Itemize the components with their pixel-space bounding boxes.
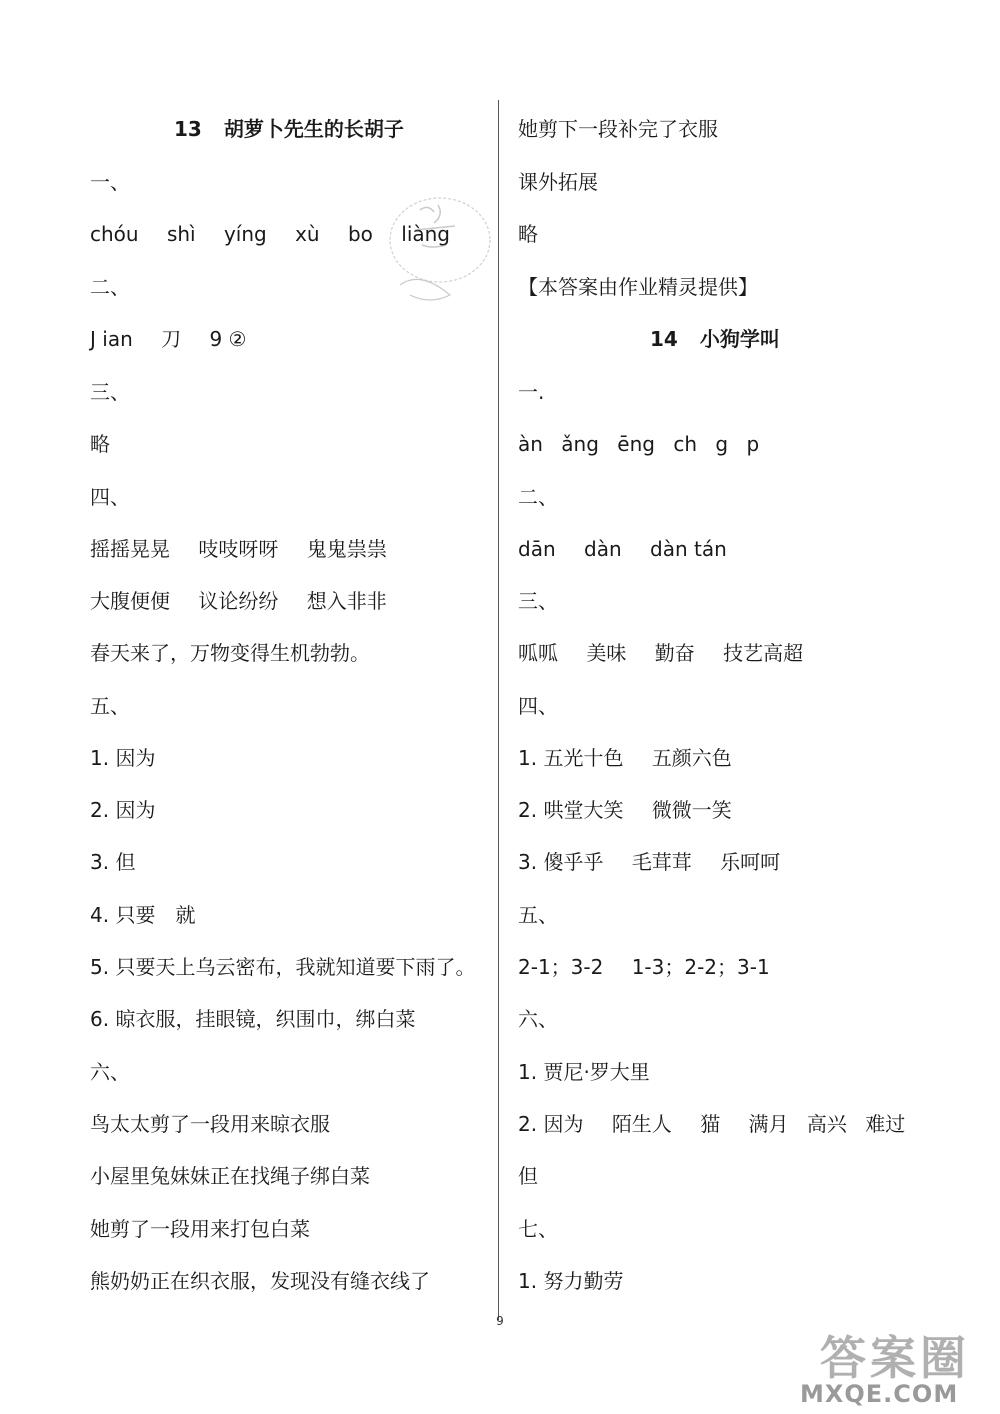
watermark-logo: 答案圈 <box>820 1331 970 1385</box>
faint-stamp-graphic <box>360 185 495 325</box>
word: 高兴 <box>806 1112 847 1136</box>
section-5-item-2: 2. 因为 <box>90 798 156 822</box>
lesson-14-title <box>650 327 780 351</box>
pinyin-item: ēng <box>617 432 655 456</box>
lesson-title-text: 小狗学叫 <box>699 327 780 351</box>
r-section-5-answer <box>518 955 770 979</box>
word: 1. 五光十色 <box>518 746 624 770</box>
r-section-1-answer <box>518 432 759 456</box>
word: 2. 因为 <box>518 1112 584 1136</box>
pinyin-item: shì <box>166 222 196 246</box>
section-5-item-1: 1. 因为 <box>90 746 156 770</box>
word: 难过 <box>865 1112 906 1136</box>
lesson-number: 13 <box>174 117 202 141</box>
section-5-item-6: 6. 晾衣服，挂眼镜，织围巾，绑白菜 <box>90 1007 416 1031</box>
pinyin-item: dàn tán <box>650 537 727 561</box>
answer-item: 9 ② <box>209 327 247 351</box>
word: 五颜六色 <box>651 746 732 770</box>
page-number: 9 <box>496 1314 504 1328</box>
watermark <box>790 1320 995 1410</box>
section-1-heading: 一、 <box>90 170 130 194</box>
pinyin-item: ǎng <box>561 432 599 456</box>
word: 毛茸茸 <box>631 850 692 874</box>
example-sentence: 春天来了，万物变得生机勃勃。 <box>90 641 370 665</box>
section-6-line-3: 她剪了一段用来打包白菜 <box>90 1217 310 1241</box>
word: 2. 哄堂大笑 <box>518 798 624 822</box>
r-section-3-answer <box>518 641 803 665</box>
r-section-7-item-1: 1. 努力勤劳 <box>518 1269 624 1293</box>
r-section-2-heading: 二、 <box>518 485 558 509</box>
section-6-line-2: 小屋里兔妹妹正在找绳子绑白菜 <box>90 1164 370 1188</box>
word: 技艺高超 <box>723 641 804 665</box>
pinyin-item: liàng <box>401 222 451 246</box>
pinyin-item: p <box>746 432 760 456</box>
extension-label: 课外拓展 <box>518 170 598 194</box>
section-6-heading: 六、 <box>90 1060 130 1084</box>
r-section-1-heading: 一. <box>518 380 545 404</box>
pinyin-item: dàn <box>584 537 622 561</box>
section-3-heading: 三、 <box>90 380 130 404</box>
idiom: 吱吱呀呀 <box>198 537 279 561</box>
word: 3. 傻乎乎 <box>518 850 604 874</box>
lesson-title-text: 胡萝卜先生的长胡子 <box>223 117 404 141</box>
idiom-row-1 <box>90 537 387 561</box>
match-answer: 2-1；3-2 <box>518 955 604 979</box>
pinyin-item: dān <box>518 537 556 561</box>
answer-item: 刀 <box>161 327 182 351</box>
idiom: 议论纷纷 <box>198 589 279 613</box>
r-section-4-item-1 <box>518 746 732 770</box>
answer-item: J ian <box>90 327 133 351</box>
lesson-13-title <box>174 117 404 141</box>
idiom: 鬼鬼祟祟 <box>306 537 387 561</box>
pinyin-item: xù <box>295 222 320 246</box>
word: 勤奋 <box>654 641 695 665</box>
word: 微微一笑 <box>651 798 732 822</box>
r-section-4-item-3 <box>518 850 780 874</box>
r-section-5-heading: 五、 <box>518 903 558 927</box>
r-section-6-heading: 六、 <box>518 1007 558 1031</box>
word: 猫 <box>700 1112 721 1136</box>
section-6-line-4: 熊奶奶正在织衣服，发现没有缝衣线了 <box>90 1269 430 1293</box>
pinyin-item: bo <box>347 222 373 246</box>
pinyin-item: àn <box>518 432 543 456</box>
section-2-answer <box>90 327 246 351</box>
word: 满月 <box>748 1112 789 1136</box>
section-4-heading: 四、 <box>90 485 130 509</box>
r-section-7-heading: 七、 <box>518 1217 558 1241</box>
word: 乐呵呵 <box>720 850 781 874</box>
word: 美味 <box>586 641 627 665</box>
watermark-site: MXQE.COM <box>800 1380 959 1408</box>
section-2-heading: 二、 <box>90 275 130 299</box>
r-section-6-item-1: 1. 贾尼·罗大里 <box>518 1060 650 1084</box>
pinyin-item: ch <box>673 432 698 456</box>
idiom: 摇摇晃晃 <box>90 537 170 561</box>
section-3-answer: 略 <box>90 432 110 456</box>
r-section-4-heading: 四、 <box>518 694 558 718</box>
column-divider <box>498 100 499 1320</box>
r-section-2-answer <box>518 537 727 561</box>
idiom-row-2 <box>90 589 387 613</box>
r-section-6-item-3: 但 <box>518 1164 538 1188</box>
idiom: 大腹便便 <box>90 589 170 613</box>
section-5-heading: 五、 <box>90 694 130 718</box>
section-5-item-3: 3. 但 <box>90 850 136 874</box>
section-5-item-5: 5. 只要天上乌云密布，我就知道要下雨了。 <box>90 955 476 979</box>
pinyin-item: yíng <box>223 222 267 246</box>
word: 陌生人 <box>611 1112 672 1136</box>
extension-answer: 略 <box>518 222 538 246</box>
match-answer: 1-3；2-2；3-1 <box>631 955 770 979</box>
answer-credit: 【本答案由作业精灵提供】 <box>518 275 758 299</box>
r-section-4-item-2 <box>518 798 732 822</box>
r-section-3-heading: 三、 <box>518 589 558 613</box>
section-6-line-1: 鸟太太剪了一段用来晾衣服 <box>90 1112 330 1136</box>
section-5-item-4: 4. 只要 就 <box>90 903 196 927</box>
pinyin-item: g <box>715 432 729 456</box>
r-section-6-item-2 <box>518 1112 905 1136</box>
continued-answer: 她剪下一段补完了衣服 <box>518 117 718 141</box>
lesson-number: 14 <box>650 327 678 351</box>
word: 呱呱 <box>518 641 558 665</box>
pinyin-item: chóu <box>90 222 139 246</box>
idiom: 想入非非 <box>306 589 387 613</box>
